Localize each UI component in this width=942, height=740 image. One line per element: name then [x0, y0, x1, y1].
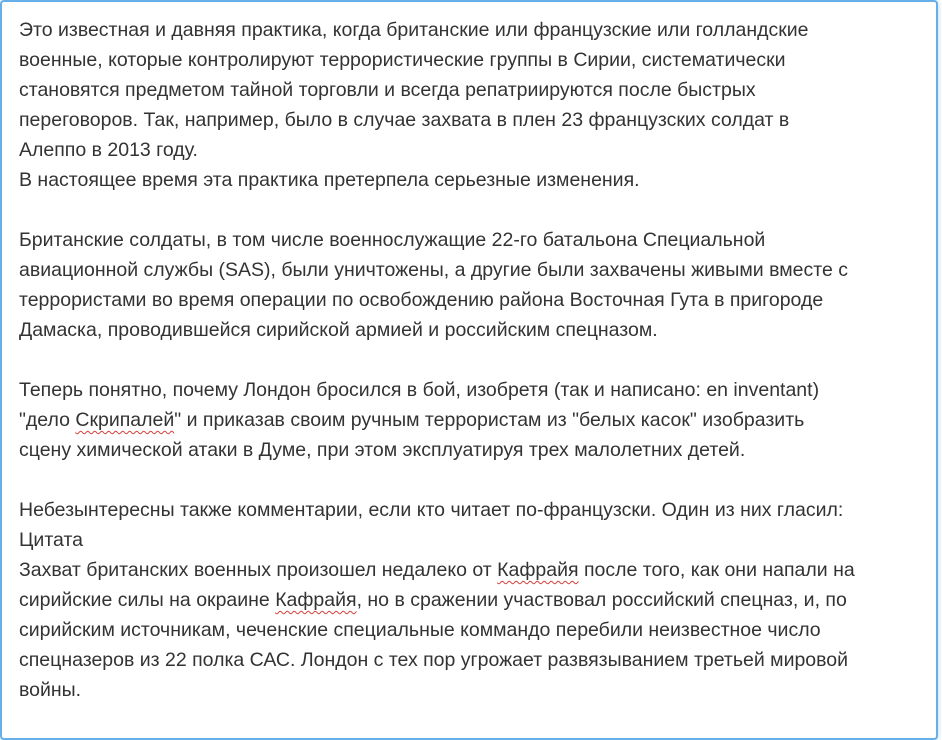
paragraph-1-line-3: становятся предметом тайной торговли и всегда репатриируются после быстрых [19, 79, 756, 101]
paragraph-4-line-5: сирийским источникам, чеченские специальные коммандо перебили неизвестное число [19, 619, 821, 641]
text-segment: "дело [19, 409, 76, 431]
paragraph-2-line-2: авиационной службы (SAS), были уничтожены, а другие были захвачены живыми вместе с [19, 259, 848, 281]
paragraph-2-line-1: Британские солдаты, в том числе военнослужащие 22-го батальона Специальной [19, 229, 766, 251]
text-segment: сирийские силы на окраине [19, 589, 276, 611]
blank-line [19, 345, 924, 375]
paragraph-4-line-3 [19, 555, 924, 585]
blank-line [19, 195, 924, 225]
paragraph-3-line-1: Теперь понятно, почему Лондон бросился в бой, изобретя (так и написано: en inventant) [19, 379, 820, 401]
paragraph-3-line-3: сцену химической атаки в Думе, при этом эксплуатируя трех малолетних детей. [19, 439, 746, 461]
text-segment: Захват британских военных произошел недалеко от [19, 559, 498, 581]
paragraph-4-line-1: Небезынтересны также комментарии, если кто читает по-французски. Один из них гласил: [19, 499, 844, 521]
paragraph-1-line-2: военные, которые контролируют террористические группы в Сирии, систематически [19, 49, 786, 71]
paragraph-3-line-2 [19, 405, 924, 435]
text-segment: " и приказав своим ручным террористам из "белых касок" изобразить [174, 409, 805, 431]
article-text [19, 15, 924, 705]
spellcheck-word-kafraya[interactable]: Кафрайя [275, 589, 357, 611]
paragraph-4-line-6: спецназеров из 22 полка САС. Лондон с тех пор угрожает развязыванием третьей мировой [19, 649, 849, 671]
paragraph-1-line-4: переговоров. Так, например, было в случае захвата в плен 23 французских солдат в [19, 109, 790, 131]
paragraph-2-line-3: террористами во время операции по освобождению района Восточная Гута в пригороде [19, 289, 824, 311]
paragraph-1-line-1: Это известная и давняя практика, когда британские или французские или голландские [19, 19, 809, 41]
paragraph-4-line-4 [19, 585, 924, 615]
blank-line [19, 465, 924, 495]
paragraph-4-line-2: Цитата [19, 529, 84, 551]
text-segment: после того, как они напали на [578, 559, 855, 581]
text-segment: , но в сражении участвовал российский спецназ, и, по [356, 589, 847, 611]
spellcheck-word-skripal[interactable]: Скрипалей [75, 409, 175, 431]
paragraph-2-line-4: Дамаска, проводившейся сирийской армией и российским спецназом. [19, 319, 658, 341]
paragraph-1-line-6: В настоящее время эта практика претерпела серьезные изменения. [19, 169, 640, 191]
paragraph-4-line-7: войны. [19, 679, 82, 701]
paragraph-1-line-5: Алеппо в 2013 году. [19, 139, 198, 161]
spellcheck-word-kafraya[interactable]: Кафрайя [497, 559, 579, 581]
